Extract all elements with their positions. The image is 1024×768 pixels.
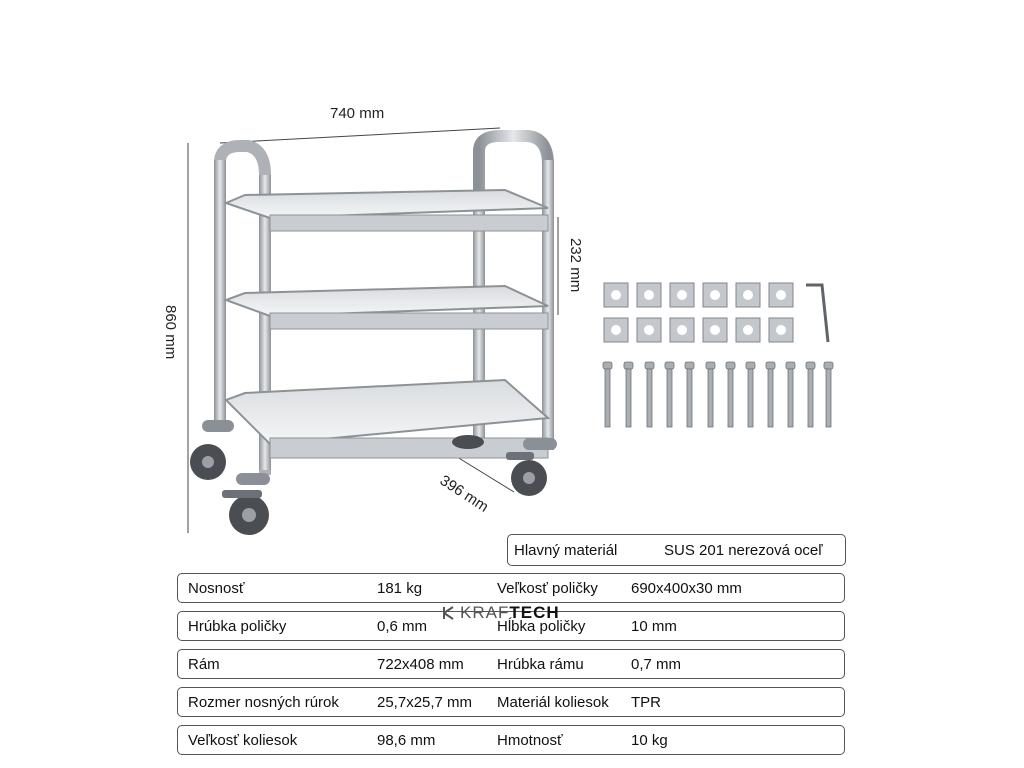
height-dimension-label: 860 mm xyxy=(162,305,179,360)
spec-value: 10 kg xyxy=(631,732,668,749)
watermark-part2: TECH xyxy=(509,603,560,622)
spec-label: Hrúbka rámu xyxy=(497,656,584,673)
spec-value: 10 mm xyxy=(631,618,677,635)
spec-label: Materiál koliesok xyxy=(497,694,609,711)
kraftech-logo-icon xyxy=(442,606,456,620)
accessory-brackets xyxy=(604,283,793,342)
spec-label: Veľkosť koliesok xyxy=(188,732,298,749)
spec-value: 0,6 mm xyxy=(377,618,428,635)
shelf-gap-dimension-label: 232 mm xyxy=(567,238,584,293)
allen-key-icon xyxy=(806,285,828,342)
width-dimension-label: 740 mm xyxy=(330,105,385,122)
kraftech-watermark xyxy=(442,603,560,623)
spec-row xyxy=(177,687,845,717)
spec-label: Hrúbka poličky xyxy=(188,618,287,635)
trolley-wheels xyxy=(190,420,557,535)
accessory-screws xyxy=(603,362,833,427)
trolley-frame xyxy=(214,136,554,475)
spec-value: 722x408 mm xyxy=(377,656,464,673)
spec-value: 181 kg xyxy=(377,580,423,597)
watermark-part1: KRAF xyxy=(460,603,510,622)
spec-row xyxy=(177,573,845,603)
spec-value: 25,7x25,7 mm xyxy=(377,694,473,711)
dimension-lines xyxy=(188,128,558,533)
spec-label: Rozmer nosných rúrok xyxy=(188,694,339,711)
depth-dimension-label: 396 mm xyxy=(436,472,492,516)
spec-value: 98,6 mm xyxy=(377,732,436,749)
main-material-value: SUS 201 nerezová oceľ xyxy=(664,542,823,559)
spec-row xyxy=(177,649,845,679)
main-material-row xyxy=(507,534,846,566)
spec-label: Hĺbka poličky xyxy=(497,618,586,635)
spec-value: TPR xyxy=(631,694,661,711)
spec-row xyxy=(177,725,845,755)
spec-value: 690x400x30 mm xyxy=(631,580,742,597)
main-material-label: Hlavný materiál xyxy=(514,542,618,559)
spec-label: Hmotnosť xyxy=(497,732,563,749)
spec-label: Veľkosť poličky xyxy=(497,580,598,597)
spec-value: 0,7 mm xyxy=(631,656,682,673)
spec-label: Rám xyxy=(188,656,220,673)
spec-label: Nosnosť xyxy=(188,580,245,597)
